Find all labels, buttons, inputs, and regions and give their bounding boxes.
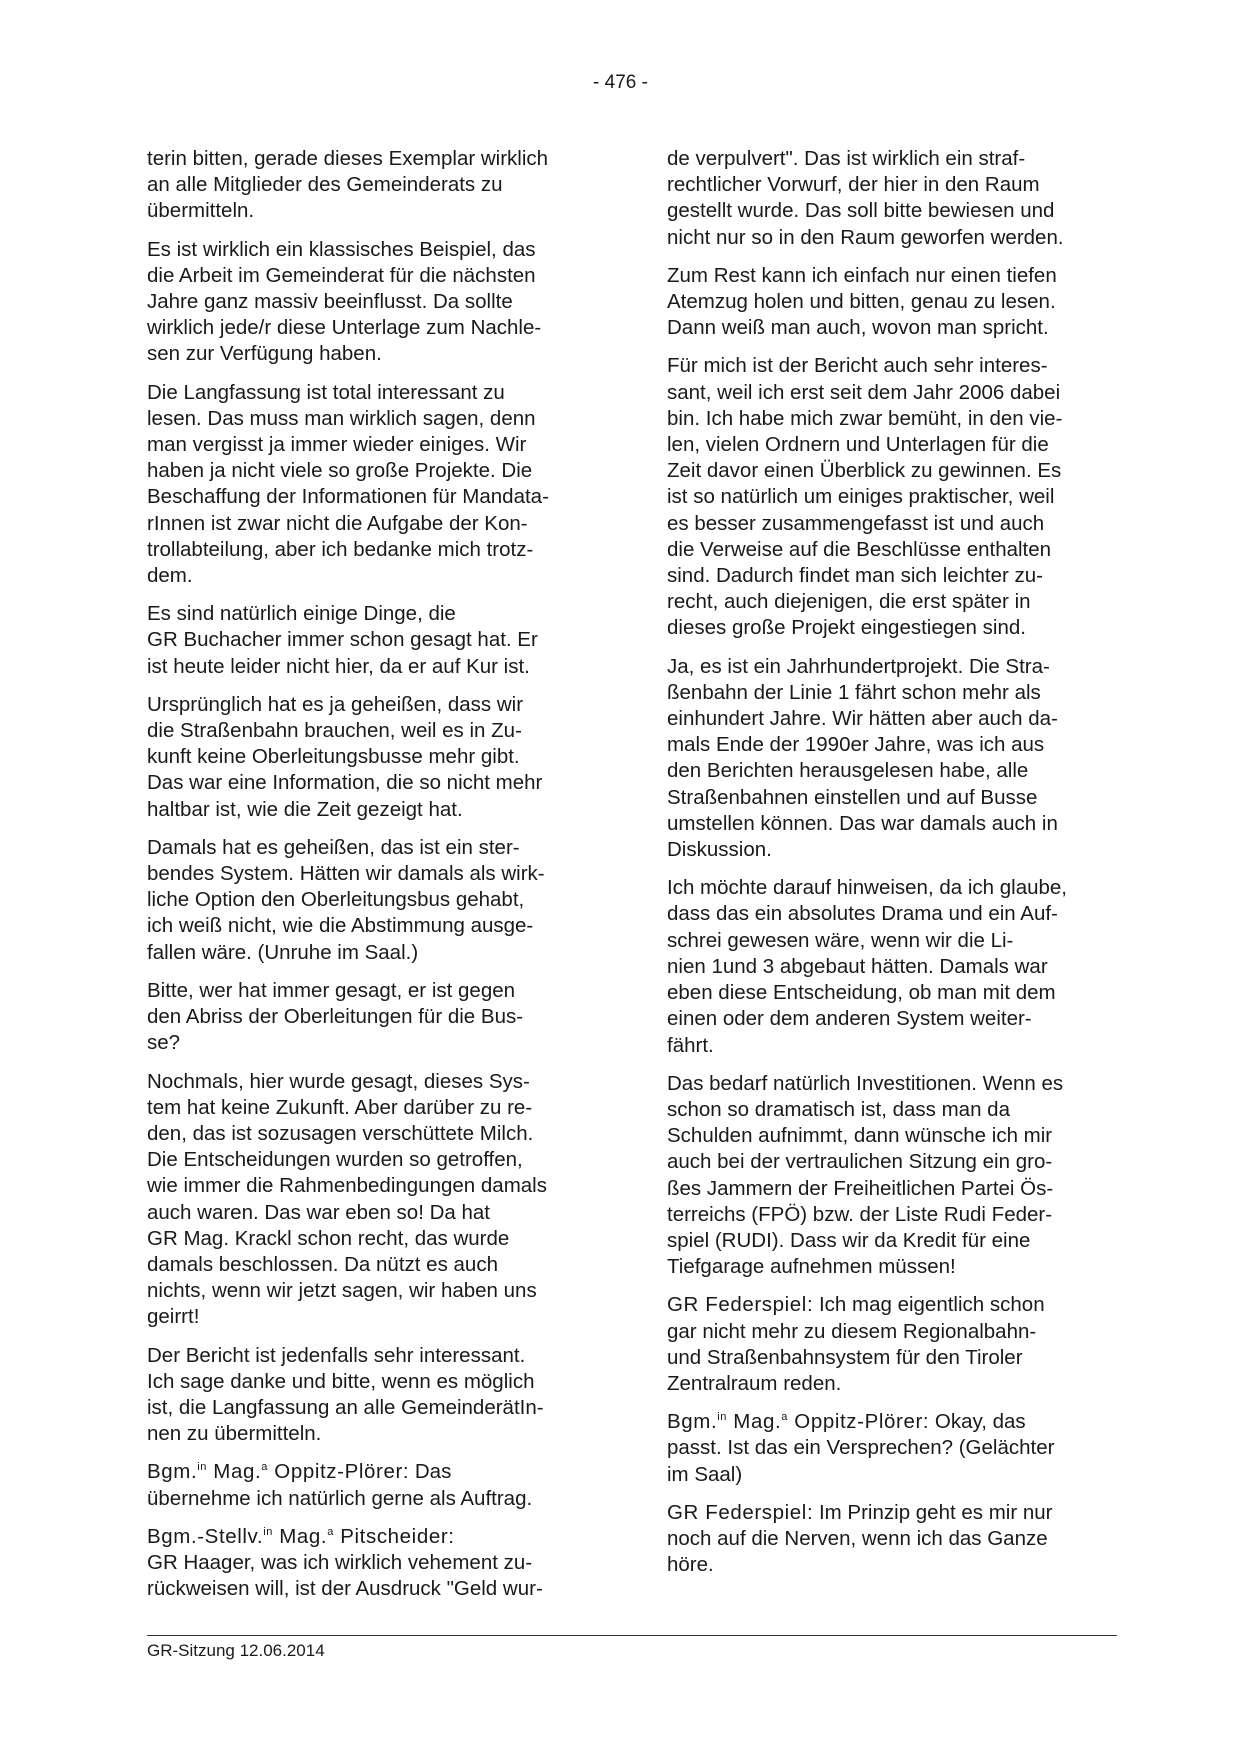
superscript: a [327, 1525, 334, 1538]
speaker-paragraph [667, 1500, 1115, 1579]
speech-text: Das übernehme ich natürlich gerne als Auftrag. [147, 1460, 533, 1510]
page-number: - 476 - [593, 72, 648, 93]
speaker-name [147, 1525, 455, 1548]
speaker-title: Bgm. [147, 1460, 198, 1484]
paragraph: terin bitten, gerade dieses Exemplar wirklich an alle Mitglieder des Gemeinderats zu übermitteln. [147, 147, 549, 223]
speaker-name [667, 1410, 929, 1433]
paragraph: Ich möchte darauf hinweisen, da ich glaube, dass das ein absolutes Drama und ein Auf- schrei gewesen wäre, wenn wir die Li- nien 1und 3 abgebaut hätten. Damals war eben diese Entscheidung, ob man mit dem einen oder dem anderen System weiter- fährt. [667, 876, 1068, 1057]
superscript: in [717, 1411, 728, 1424]
speech-text: Im Prinzip geht es mir nur noch auf die Nerven, wenn ich das Ganze höre. [667, 1500, 1053, 1577]
speaker-paragraph [147, 1524, 591, 1603]
paragraph: Die Langfassung ist total interessant zu lesen. Das muss man wirklich sagen, denn man vergisst ja immer wieder einiges. Wir haben ja nicht viele so große Projekte. Die Beschaffung der Informationen für Mandata- rInnen ist zwar nicht die Aufgabe der Kon- trollabteilung, aber ich bedanke mich trotz- dem. [147, 380, 549, 588]
speaker-title: Mag. [727, 1410, 782, 1434]
paragraph: Es ist wirklich ein klassisches Beispiel, das die Arbeit im Gemeinderat für die nächsten Jahre ganz massiv beeinflusst. Da sollte wirklich jede/r diese Unterlage zum Nachle- sen zur Verfügung haben. [147, 237, 542, 366]
speaker-name: GR Federspiel: [667, 1500, 814, 1524]
paragraph: Ja, es ist ein Jahrhundertprojekt. Die Stra- ßenbahn der Linie 1 fährt schon mehr als einhundert Jahre. Wir hätten aber auch da- mals Ende der 1990er Jahre, was ich aus den Berichten herausgelesen habe, alle Straßenbahnen einstellen und auf Busse umstellen können. Das war damals auch in Diskussion. [667, 654, 1058, 862]
speaker-title: Bgm. [667, 1410, 718, 1434]
speaker-surname: Pitscheider: [333, 1524, 455, 1548]
speaker-name: GR Federspiel: [667, 1293, 814, 1317]
speech-text: Ich mag eigentlich schon gar nicht mehr zu diesem Regionalbahn- und Straßenbahnsystem für den Tiroler Zentralraum reden. [667, 1293, 1045, 1395]
paragraph: Damals hat es geheißen, das ist ein ster- bendes System. Hätten wir damals als wirk- liche Option den Oberleitungsbus gehabt, ich weiß nicht, wie die Abstimmung ausge- fallen wäre. (Unruhe im Saal.) [147, 835, 545, 964]
speaker-name [147, 1460, 409, 1483]
speaker-paragraph [667, 1409, 1115, 1488]
footer-divider [147, 1635, 1117, 1636]
speaker-surname: Oppitz-Plörer: [788, 1410, 930, 1434]
speaker-paragraph [147, 1459, 591, 1511]
paragraph: Für mich ist der Bericht auch sehr interes- sant, weil ich erst seit dem Jahr 2006 dabei bin. Ich habe mich zwar bemüht, in den vie- len, vielen Ordnern und Unterlagen für die Zeit davor einen Überblick zu gewinnen. Es ist so natürlich um einiges praktischer, weil es besser zusammengefasst ist und auch die Verweise auf die Beschlüsse enthalten sind. Dadurch findet man sich leichter zu- recht, auch diejenigen, die erst später in dieses große Projekt eingestiegen sind. [667, 354, 1063, 640]
speaker-title: Bgm.-Stellv. [147, 1524, 264, 1548]
paragraph: Zum Rest kann ich einfach nur einen tiefen Atemzug holen und bitten, genau zu lesen. Dann weiß man auch, wovon man spricht. [667, 263, 1057, 340]
footer-session-date: GR-Sitzung 12.06.2014 [147, 1641, 325, 1660]
paragraph: Das bedarf natürlich Investitionen. Wenn es schon so dramatisch ist, dass man da Schulden aufnimmt, dann wünsche ich mir auch bei der vertraulichen Sitzung ein gro- ßes Jammern der Freiheitlichen Partei Ös- terreichs (FPÖ) bzw. der Liste Rudi Feder- spiel (RUDI). Dass wir da Kredit für eine Tiefgarage aufnehmen müssen! [667, 1071, 1064, 1279]
paragraph: Nochmals, hier wurde gesagt, dieses Sys- tem hat keine Zukunft. Aber darüber zu re- den, das ist sozusagen verschüttete Milch. Die Entscheidungen wurden so getroffen, wie immer die Rahmenbedingungen damals auch waren. Das war eben so! Da hat GR Mag. Krackl schon recht, das wurde damals beschlossen. Da nützt es auch nichts, wenn wir jetzt sagen, wir haben uns geirrt! [147, 1069, 547, 1329]
speaker-surname: Oppitz-Plörer: [268, 1460, 410, 1484]
right-column [667, 146, 1115, 1590]
paragraph: Es sind natürlich einige Dinge, die GR Buchacher immer schon gesagt hat. Er ist heute leider nicht hier, da er auf Kur ist. [147, 602, 538, 678]
superscript: in [263, 1525, 273, 1538]
superscript: in [197, 1461, 208, 1474]
superscript: a [781, 1411, 789, 1424]
paragraph: de verpulvert". Das ist wirklich ein straf- rechtlicher Vorwurf, der hier in den Raum gestellt wurde. Das soll bitte bewiesen und nicht nur so in den Raum geworfen werden. [667, 147, 1064, 249]
paragraph: Bitte, wer hat immer gesagt, er ist gegen den Abriss der Oberleitungen für die Bus- se? [147, 978, 524, 1055]
left-column [147, 146, 591, 1614]
speech-text: Okay, das passt. Ist das ein Versprechen? (Gelächter im Saal) [667, 1410, 1055, 1486]
superscript: a [261, 1461, 269, 1474]
paragraph: Der Bericht ist jedenfalls sehr interessant. Ich sage danke und bitte, wenn es möglich ist, die Langfassung an alle GemeinderätIn- nen zu übermitteln. [147, 1343, 544, 1446]
paragraph: Ursprünglich hat es ja geheißen, dass wir die Straßenbahn brauchen, weil es in Zu- kunft keine Oberleitungsbusse mehr gibt. Das war eine Information, die so nicht mehr haltbar ist, wie die Zeit gezeigt hat. [147, 692, 543, 821]
speaker-title: Mag. [272, 1524, 328, 1548]
speaker-title: Mag. [207, 1460, 262, 1484]
speaker-paragraph [667, 1292, 1115, 1397]
speech-text: GR Haager, was ich wirklich vehement zu- rückweisen will, ist der Ausdruck "Geld wur- [147, 1550, 543, 1601]
